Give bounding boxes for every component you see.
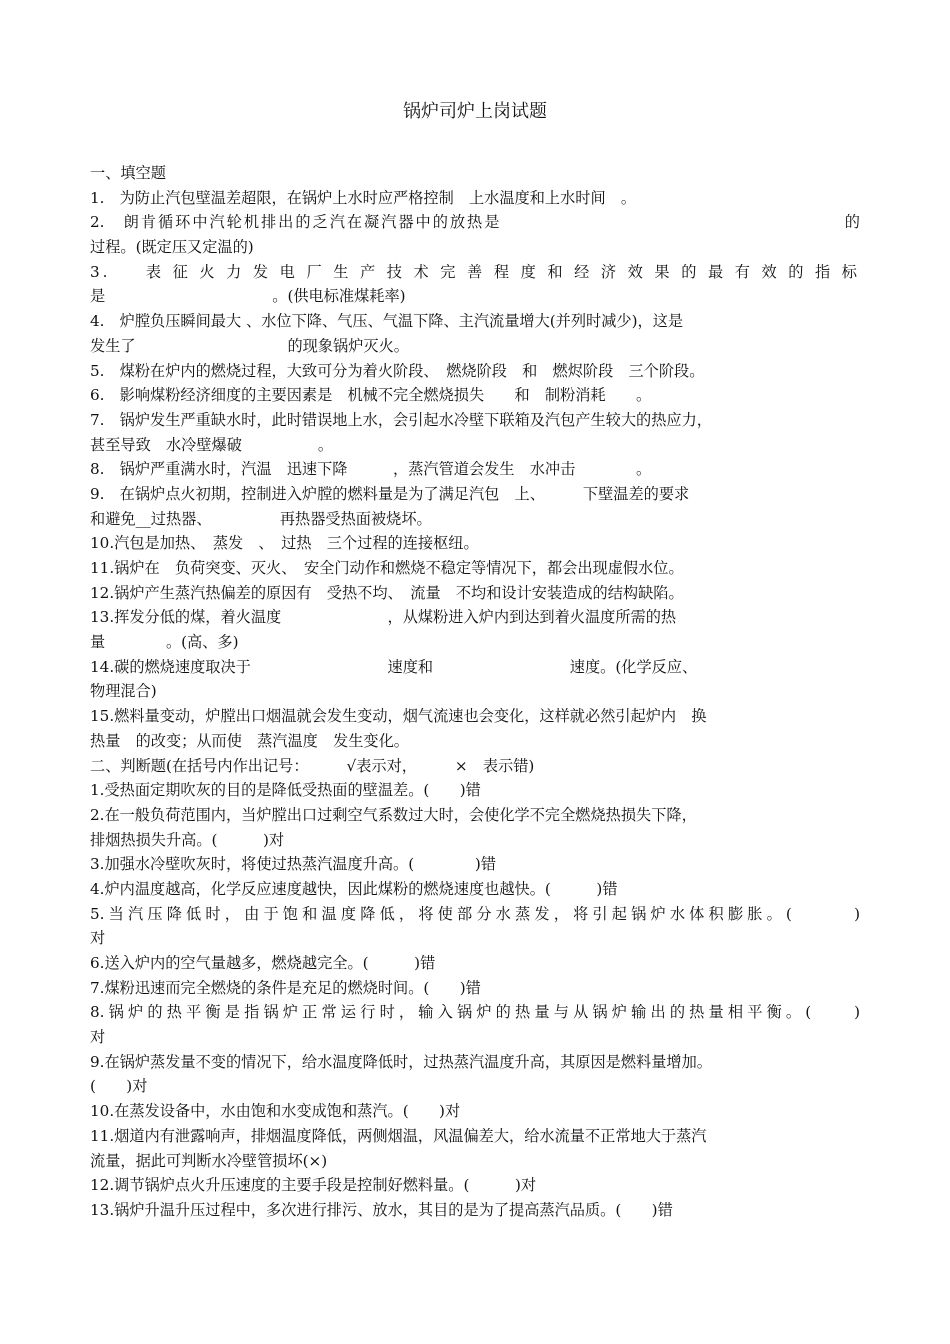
text-line: 11.锅炉在 负荷突变、灭火、 安全门动作和燃烧不稳定等情况下，都会出现虚假水位。 bbox=[90, 559, 684, 577]
text-line: 3. 表征火力发电厂生产技术完善程度和经济效果的最有效的指标 bbox=[90, 262, 860, 281]
text-line: 8.锅炉的热平衡是指锅炉正常运行时，输入锅炉的热量与从锅炉输出的热量相平衡。( ) bbox=[90, 1003, 860, 1022]
text-line: 4. 炉膛负压瞬间最大 、水位下降、气压、气温下降、主汽流量增大(并列时减少)，这是 bbox=[90, 312, 684, 331]
text-line: 4.炉内温度越高，化学反应速度越快，因此煤粉的燃烧速度也越快。( )错 bbox=[90, 879, 618, 898]
text-line: 12.锅炉产生蒸汽热偏差的原因有 受热不均、 流量 不均和设计安装造成的结构缺陷。 bbox=[90, 583, 684, 602]
text-line: 15.燃料量变动，炉膛出口烟温就会发生变动，烟气流速也会变化，这样就必然引起炉内 换 bbox=[90, 707, 707, 726]
text-line: 对 bbox=[90, 929, 106, 948]
text-line: 量 。(高、多) bbox=[90, 633, 239, 652]
text-line: 过程。(既定压又定温的) bbox=[90, 238, 254, 257]
text-line: 3.加强水冷壁吹灰时，将使过热蒸汽温度升高。( )错 bbox=[90, 855, 497, 874]
text-line: 12.调节锅炉点火升压速度的主要手段是控制好燃料量。( )对 bbox=[90, 1176, 537, 1195]
text-line: 8. 锅炉严重满水时，汽温 迅速下降 ，蒸汽管道会发生 水冲击 。 bbox=[90, 460, 652, 479]
text-line: 1. 为防止汽包壁温差超限，在锅炉上水时应严格控制 上水温度和上水时间 。 bbox=[90, 188, 637, 207]
text-line: 2.在一般负荷范围内，当炉膛出口过剩空气系数过大时，会使化学不完全燃烧热损失下降， bbox=[90, 805, 697, 824]
text-line: 流量，据此可判断水冷壁管损坏(×) bbox=[90, 1151, 328, 1170]
text-line: 7. 锅炉发生严重缺水时，此时错误地上水，会引起水冷壁下联箱及汽包产生较大的热应力， bbox=[90, 410, 712, 429]
text-line: 9.在锅炉蒸发量不变的情况下，给水温度降低时，过热蒸汽温度升高，其原因是燃料量增加。 bbox=[90, 1052, 712, 1071]
text-line: 5. 煤粉在炉内的燃烧过程，大致可分为着火阶段、 燃烧阶段 和 燃烬阶段 三个阶段。 bbox=[90, 361, 705, 380]
text-line: 6.送入炉内的空气量越多，燃烧越完全。( )错 bbox=[90, 954, 436, 972]
text-line: 和避免__过热器、 再热器受热面被烧坏。 bbox=[90, 509, 432, 528]
text-line: 6. 影响煤粉经济细度的主要因素是 机械不完全燃烧损失 和 制粉消耗 。 bbox=[90, 386, 652, 405]
text-line: 排烟热损失升高。( )对 bbox=[90, 830, 285, 849]
question-body bbox=[90, 161, 860, 1223]
text-line: 对 bbox=[90, 1028, 106, 1047]
text-line: 发生了 的现象锅炉灭火。 bbox=[90, 336, 409, 355]
text-line: 13.锅炉升温升压过程中，多次进行排污、放水，其目的是为了提高蒸汽品质。( )错 bbox=[90, 1200, 673, 1219]
text-line: 11.烟道内有泄露响声，排烟温度降低，两侧烟温，风温偏差大，给水流量不正常地大于蒸汽 bbox=[90, 1126, 707, 1145]
text-line: 是 。(供电标准煤耗率) bbox=[90, 287, 406, 306]
text-line: 13.挥发分低的煤，着火温度 ，从煤粉进入炉内到达到着火温度所需的热 bbox=[90, 608, 677, 627]
text-line: 5.当汽压降低时，由于饱和温度降低，将使部分水蒸发，将引起锅炉水体积膨胀。( ) bbox=[90, 904, 860, 923]
text-line: 14.碳的燃烧速度取决于 速度和 速度。(化学反应、 bbox=[90, 657, 698, 676]
text-line: 9. 在锅炉点火初期，控制进入炉膛的燃料量是为了满足汽包 上、 下壁温差的要求 bbox=[90, 484, 690, 503]
page-title: 锅炉司炉上岗试题 bbox=[403, 101, 547, 122]
text-line: 2. 朗肯循环中汽轮机排出的乏汽在凝汽器中的放热是 的 bbox=[90, 213, 860, 232]
text-line: 10.在蒸发设备中，水由饱和水变成饱和蒸汽。( )对 bbox=[90, 1102, 461, 1121]
text-line: 热量 的改变；从而使 蒸汽温度 发生变化。 bbox=[90, 731, 409, 750]
text-line: 10.汽包是加热、 蒸发 、 过热 三个过程的连接枢纽。 bbox=[90, 534, 479, 553]
text-line: ( )对 bbox=[90, 1077, 148, 1096]
text-line: 7.煤粉迅速而完全燃烧的条件是充足的燃烧时间。( )错 bbox=[90, 978, 481, 997]
text-line: 物理混合) bbox=[90, 682, 157, 701]
text-line: 甚至导致 水冷壁爆破 。 bbox=[90, 435, 333, 454]
text-line: 一、填空题 bbox=[90, 164, 166, 182]
text-line: 1.受热面定期吹灰的目的是降低受热面的壁温差。( )错 bbox=[90, 781, 481, 800]
text-line: 二、判断题(在括号内作出记号： √表示对， × 表示错) bbox=[90, 756, 535, 775]
